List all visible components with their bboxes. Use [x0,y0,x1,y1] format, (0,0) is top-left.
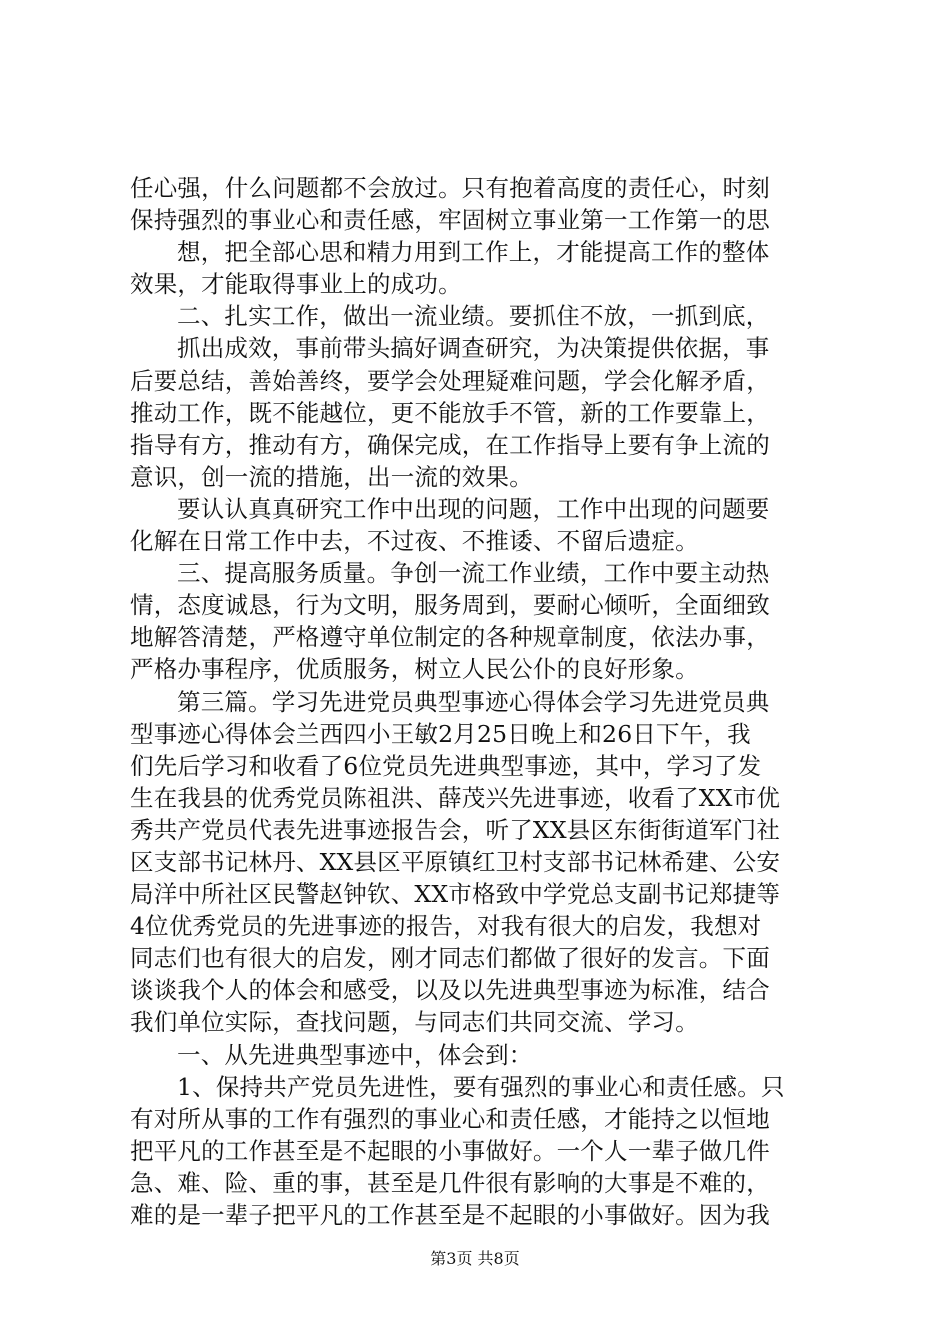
text-line: 急、难、险、重的事，甚至是几件很有影响的大事是不难的， [130,1168,770,1197]
document-body [130,172,830,1231]
text-line: 们先后学习和收看了6位党员先进典型事迹，其中，学习了发 [130,751,762,780]
text-line: 区支部书记林丹、XX县区平原镇红卫村支部书记林希建、公安 [130,847,781,876]
text-line: 4位优秀党员的先进事迹的报告，对我有很大的启发，我想对 [130,912,762,941]
text-line: 我们单位实际，查找问题，与同志们共同交流、学习。 [130,1008,699,1037]
text-line: 指导有方，推动有方，确保完成，在工作指导上要有争上流的 [130,430,770,459]
text-line: 后要总结，善始善终，要学会处理疑难问题，学会化解矛盾， [130,366,770,395]
text-line: 推动工作，既不能越位，更不能放手不管，新的工作要靠上， [130,398,770,427]
text-line: 谈谈我个人的体会和感受，以及以先进典型事迹为标准，结合 [130,976,770,1005]
text-line: 型事迹心得体会兰西四小王敏2月25日晚上和26日下午，我 [130,719,751,748]
text-line: 抓出成效，事前带头搞好调查研究，为决策提供依据，事 [177,334,770,363]
text-line: 第三篇。学习先进党员典型事迹心得体会学习先进党员典 [177,687,770,716]
text-line: 有对所从事的工作有强烈的事业心和责任感，才能持之以恒地 [130,1104,770,1133]
text-line: 一、从先进典型事迹中，体会到： [177,1040,533,1069]
text-line: 效果，才能取得事业上的成功。 [130,270,462,299]
text-line: 把平凡的工作甚至是不起眼的小事做好。一个人一辈子做几件 [130,1136,770,1165]
text-line: 地解答清楚，严格遵守单位制定的各种规章制度，依法办事， [130,623,770,652]
text-line: 任心强，什么问题都不会放过。只有抱着高度的责任心，时刻 [130,174,770,202]
text-line: 难的是一辈子把平凡的工作甚至是不起眼的小事做好。因为我 [130,1201,770,1229]
text-line: 化解在日常工作中去，不过夜、不推诿、不留后遗症。 [130,527,699,556]
text-line: 同志们也有很大的启发，刚才同志们都做了很好的发言。下面 [130,944,770,973]
text-line: 意识，创一流的措施，出一流的效果。 [130,462,533,491]
text-line: 严格办事程序，优质服务，树立人民公仆的良好形象。 [130,655,699,684]
text-line: 想，把全部心思和精力用到工作上，才能提高工作的整体 [177,238,770,267]
text-line: 生在我县的优秀党员陈祖洪、薛茂兴先进事迹，收看了XX市优 [130,783,781,812]
text-line: 情，态度诚恳，行为文明，服务周到，要耐心倾听，全面细致 [130,591,770,620]
text-line: 秀共产党员代表先进事迹报告会，听了XX县区东街街道军门社 [130,815,781,844]
text-line: 二、扎实工作，做出一流业绩。要抓住不放，一抓到底， [177,302,770,331]
text-line: 保持强烈的事业心和责任感，牢固树立事业第一工作第一的思 [130,206,770,235]
text-line: 要认认真真研究工作中出现的问题，工作中出现的问题要 [177,494,770,523]
text-line: 1、保持共产党员先进性，要有强烈的事业心和责任感。只 [177,1072,785,1101]
page-footer: 第3页 共8页 [430,1249,520,1268]
text-line: 三、提高服务质量。争创一流工作业绩，工作中要主动热 [177,559,770,588]
text-line: 局洋中所社区民警赵钟钦、XX市格致中学党总支副书记郑捷等 [130,880,781,909]
